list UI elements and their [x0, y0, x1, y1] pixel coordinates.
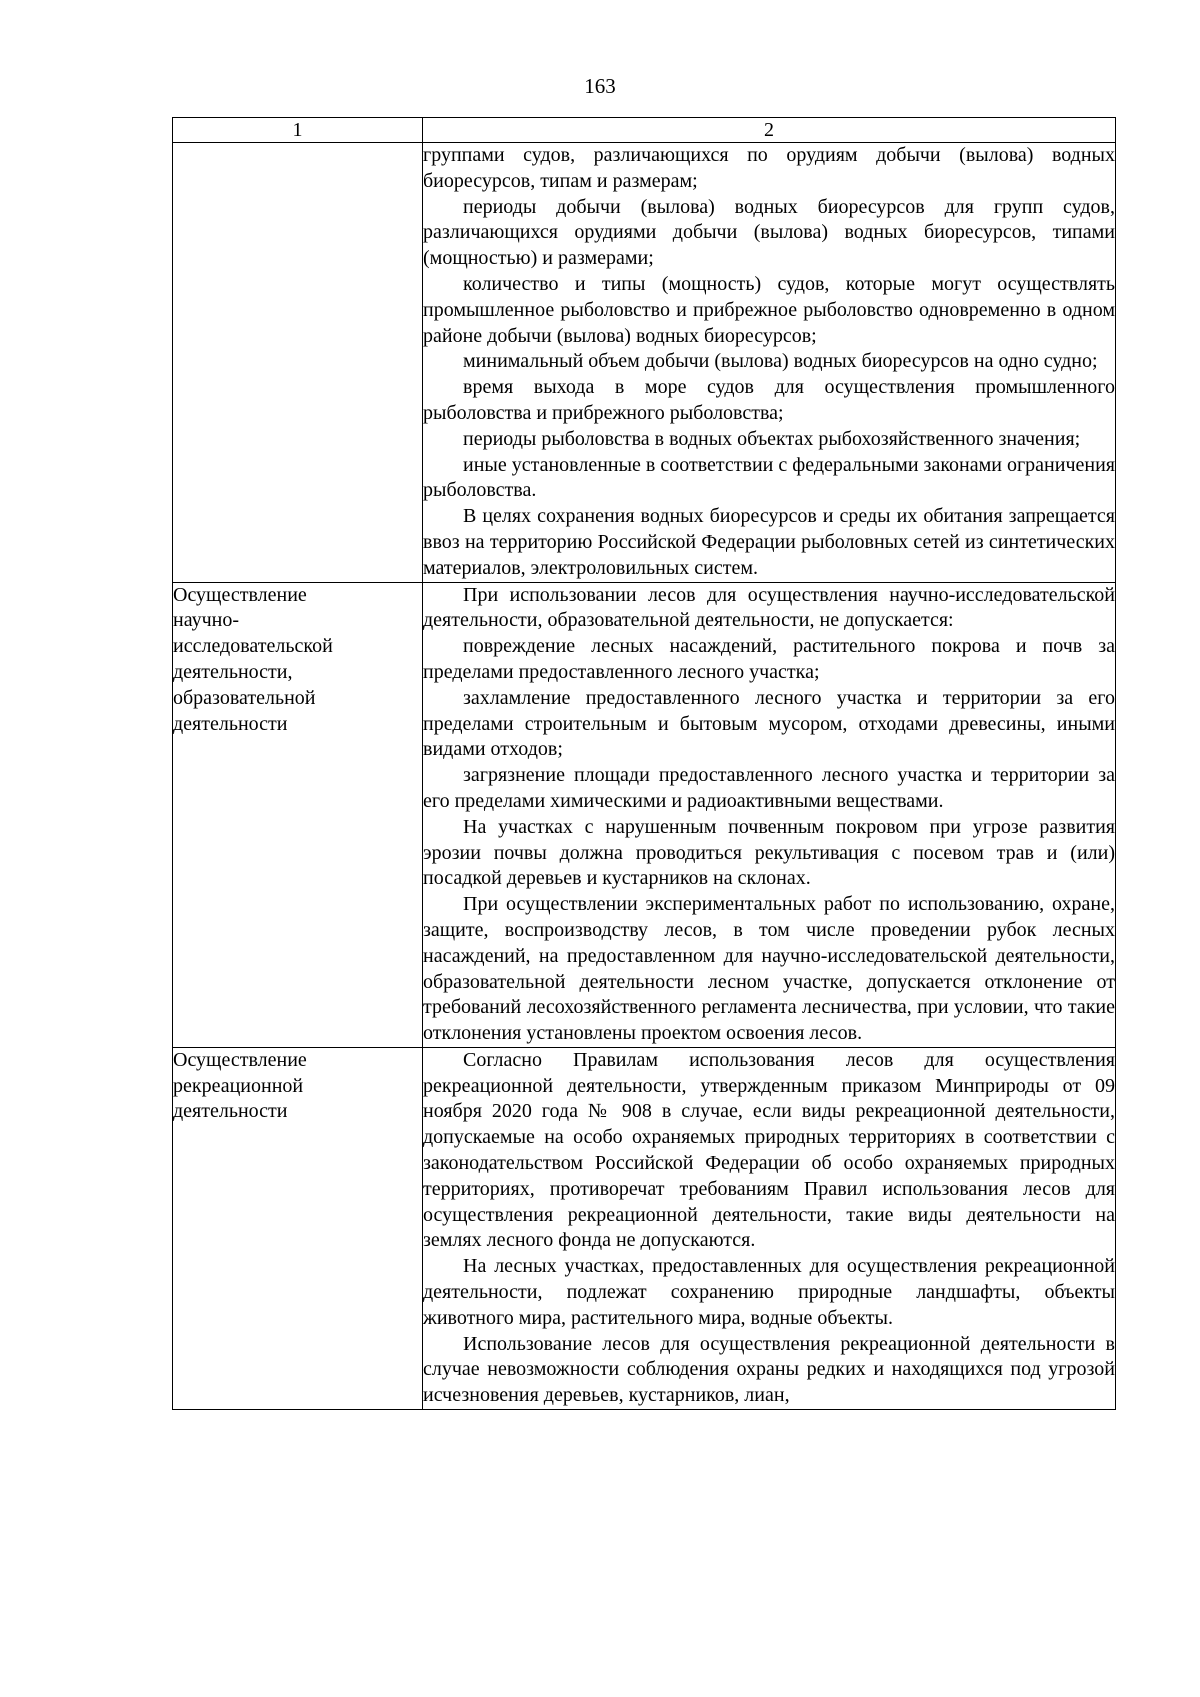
table-row [173, 143, 1116, 583]
activity-label-line: образовательной [173, 686, 316, 709]
paragraph: Использование лесов для осуществления рекреационной деятельности в случае невозможности соблюдения охраны редких и находящихся под угрозой исчезновения деревьев, кустарников, лиан, [423, 1332, 1115, 1407]
paragraph: При использовании лесов для осуществления научно-исследовательской деятельности, образовательной деятельности, не допускается: [423, 583, 1115, 632]
paragraph: периоды рыболовства в водных объектах рыбохозяйственного значения; [463, 427, 1081, 450]
paragraph: минимальный объем добычи (вылова) водных биоресурсов на одно судно; [463, 350, 1098, 373]
requirements-cell [423, 143, 1116, 583]
requirements-cell [423, 1047, 1116, 1409]
column-header-2: 2 [423, 118, 1116, 143]
paragraph: группами судов, различающихся по орудиям добычи (вылова) водных биоресурсов, типам и размерам; [423, 144, 1115, 192]
paragraph: Согласно Правилам использования лесов для осуществления рекреационной деятельности, утвержденным приказом Минприроды от 09 ноября 2020 года № 908 в случае, если виды рекреационной деятельности, допускаемые на особо охраняемых природных территориях в соответствии с законодательством Российской Федерации об особо охраняемых природных территориях, противоречат требованиям Правил использования лесов для осуществления рекреационной деятельности, такие виды деятельности на землях лесного фонда не допускаются. [423, 1048, 1115, 1252]
activity-label-line: Осуществление [173, 1048, 307, 1071]
paragraph: захламление предоставленного лесного участка и территории за его пределами строительным и бытовым мусором, отходами древесины, иными видами отходов; [423, 686, 1115, 761]
table-header-row [173, 118, 1116, 143]
paragraph: При осуществлении экспериментальных работ по использованию, охране, защите, воспроизводству лесов, в том числе проведении рубок лесных насаждений, на предоставленном для научно-исследовательской деятельности, образовательной деятельности лесном участке, допускается отклонение от требований лесохозяйственного регламента лесничества, при условии, что такие отклонения установлены проектом освоения лесов. [423, 893, 1115, 1045]
document-table [172, 117, 1116, 1410]
paragraph: На лесных участках, предоставленных для осуществления рекреационной деятельности, подлежат сохранению природные ландшафты, объекты животного мира, растительного мира, водные объекты. [423, 1255, 1115, 1329]
activity-cell [173, 582, 423, 1047]
paragraph: периоды добычи (вылова) водных биоресурсов для групп судов, различающихся орудиями добычи (вылова) водных биоресурсов, типами (мощностью) и размерами; [423, 195, 1115, 270]
paragraph: время выхода в море судов для осуществления промышленного рыболовства и прибрежного рыболовства; [423, 376, 1115, 424]
activity-label-line: исследовательской [173, 635, 333, 658]
column-header-1: 1 [173, 118, 423, 143]
paragraph: повреждение лесных насаждений, растительного покрова и почв за пределами предоставленного лесного участка; [423, 635, 1115, 683]
activity-cell [173, 143, 423, 583]
activity-label-line: деятельности [173, 1100, 288, 1123]
paragraph: В целях сохранения водных биоресурсов и среды их обитания запрещается ввоз на территорию Российской Федерации рыболовных сетей из синтетических материалов, электроловильных систем. [423, 505, 1115, 579]
activity-label-line: деятельности, [173, 660, 293, 683]
paragraph: иные установленные в соответствии с федеральными законами ограничения рыболовства. [423, 453, 1115, 502]
paragraph: количество и типы (мощность) судов, которые могут осуществлять промышленное рыболовство и прибрежное рыболовство одновременно в одном районе добычи (вылова) водных биоресурсов; [423, 272, 1115, 347]
activity-label-line: рекреационной [173, 1074, 304, 1097]
activity-cell [173, 1047, 423, 1409]
table-row [173, 1047, 1116, 1409]
table-row [173, 582, 1116, 1047]
paragraph: загрязнение площади предоставленного лесного участка и территории за его пределами химическими и радиоактивными веществами. [423, 764, 1115, 812]
activity-label-line: деятельности [173, 712, 288, 735]
paragraph: На участках с нарушенным почвенным покровом при угрозе развития эрозии почвы должна проводиться рекультивация с посевом трав и (или) посадкой деревьев и кустарников на склонах. [423, 815, 1115, 890]
activity-label-line: научно- [173, 609, 239, 632]
requirements-cell [423, 582, 1116, 1047]
activity-label-line: Осуществление [173, 583, 307, 606]
page-number: 163 [584, 74, 616, 98]
